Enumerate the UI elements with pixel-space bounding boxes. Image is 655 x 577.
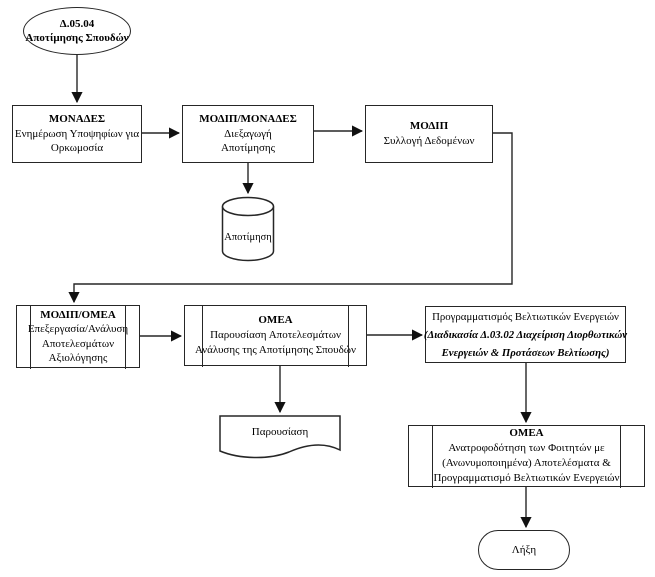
presentation-document-label: Παρουσίαση <box>251 426 309 438</box>
database-node <box>221 196 275 262</box>
node-modip-line: Συλλογή Δεδομένων <box>383 135 475 147</box>
node-modip-monades-line: Διεξαγωγή <box>224 127 272 140</box>
node-modip-monades <box>182 105 314 163</box>
node-monades-line: Ενημέρωση Υποψηφίων για <box>14 127 140 140</box>
node-modip-omea-line: Αποτελεσμάτων <box>41 337 115 350</box>
presentation-document-node <box>219 415 341 461</box>
node-omea-feedback-line: Ανατροφοδότηση των Φοιτητών με <box>448 442 605 454</box>
node-modip-omea-line: Αξιολόγησης <box>48 352 108 364</box>
node-modip-omea-title: ΜΟΔΙΠ/ΟΜΕΑ <box>40 308 116 321</box>
node-modip <box>365 105 493 163</box>
predefined-bar <box>432 425 433 488</box>
node-improvement-planning-note: Ενεργειών & Προτάσεων Βελτίωσης) <box>441 346 610 359</box>
node-omea-presentation-title: ΟΜΕΑ <box>258 314 293 326</box>
node-modip-monades-line: Αποτίμησης <box>220 142 276 155</box>
start-node-code: Δ.05.04 <box>59 18 95 30</box>
end-node <box>478 530 570 570</box>
node-omea-presentation <box>184 305 367 366</box>
node-modip-title: ΜΟΔΙΠ <box>409 120 449 132</box>
node-omea-presentation-line: Παρουσίαση Αποτελεσμάτων <box>210 329 341 341</box>
node-monades-title: ΜΟΝΑΔΕΣ <box>48 113 106 126</box>
database-label: Αποτίμηση <box>224 232 272 243</box>
node-improvement-planning-note: (Διαδικασία Δ.03.02 Διαχείριση Διορθωτικών <box>423 328 628 341</box>
node-omea-feedback-line: (Ανωνυμοποιημένα) Αποτελέσματα & <box>442 457 611 469</box>
node-omea-feedback <box>408 425 645 487</box>
predefined-bar <box>348 305 349 367</box>
end-node-label: Λήξη <box>511 543 537 556</box>
cylinder-icon <box>221 196 275 262</box>
start-node <box>23 7 131 55</box>
start-node-label: Αποτίμησης Σπουδών <box>25 32 129 44</box>
node-omea-feedback-line: Προγραμματισμό Βελτιωτικών Ενεργειών <box>433 472 620 484</box>
predefined-bar <box>202 305 203 367</box>
node-monades <box>12 105 142 163</box>
node-improvement-planning-line: Προγραμματισμός Βελτιωτικών Ενεργειών <box>432 310 619 323</box>
predefined-bar <box>30 305 31 369</box>
node-omea-presentation-line: Ανάλυσης της Αποτίμησης Σπουδών <box>194 344 357 356</box>
node-omea-feedback-title: ΟΜΕΑ <box>509 427 544 439</box>
node-modip-omea-line: Επεξεργασία/Ανάλυση <box>27 323 129 335</box>
node-monades-line: Ορκωμοσία <box>50 142 104 155</box>
document-icon <box>219 415 341 461</box>
predefined-bar <box>620 425 621 488</box>
node-modip-monades-title: ΜΟΔΙΠ/ΜΟΝΑΔΕΣ <box>199 113 297 126</box>
node-modip-omea <box>16 305 140 368</box>
predefined-bar <box>125 305 126 369</box>
node-improvement-planning <box>425 306 626 363</box>
